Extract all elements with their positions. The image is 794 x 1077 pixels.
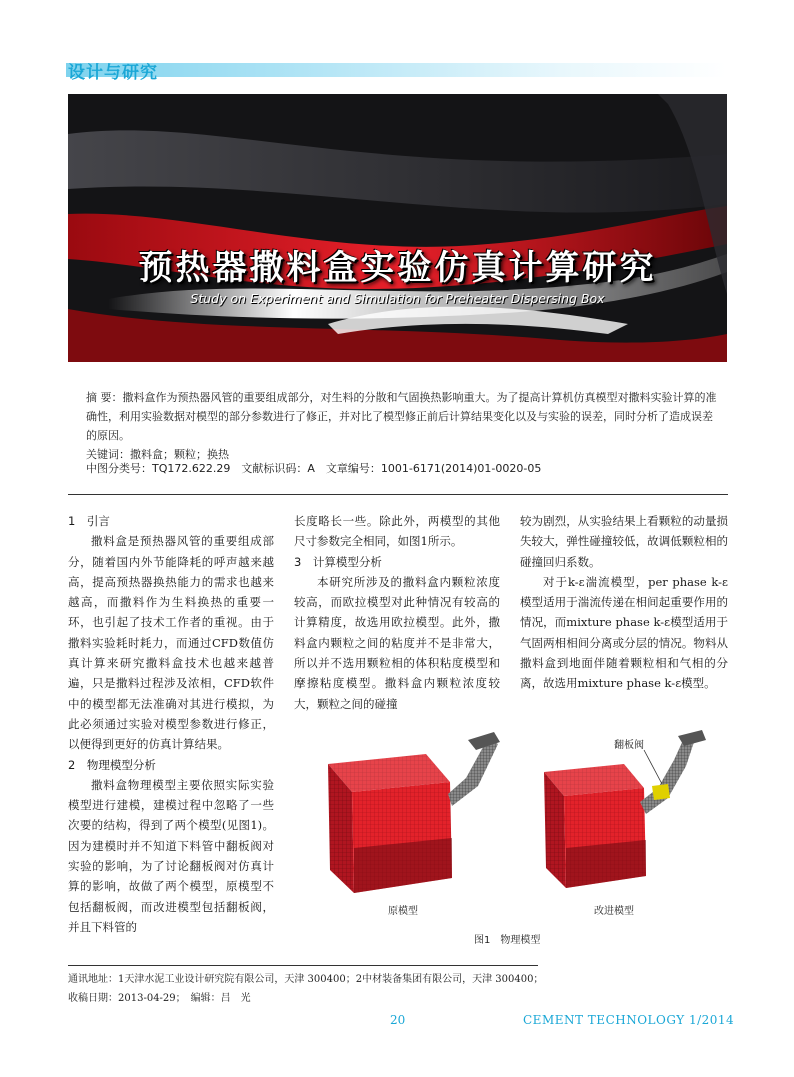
abstract-label: 摘 要： — [86, 391, 123, 404]
section-3-paragraph: 本研究所涉及的撒料盒内颗粒浓度较高，而欧拉模型对此种情况有较高的计算精度，故选用欧拉模型。此外，撒料盒内颗粒之间的粘度并不是非常大，所以并不选用颗粒相的体积粘度模型和摩擦粘度模型。撒料盒内颗粒浓度较大，颗粒之间的碰撞 — [294, 574, 500, 711]
figure-caption: 图1 物理模型 — [474, 935, 541, 946]
banner-artwork — [68, 94, 727, 362]
original-model-mesh — [328, 732, 500, 893]
body-column-3 — [520, 511, 728, 694]
title-banner — [68, 94, 727, 362]
keywords-text: 撒料盒；颗粒；换热 — [130, 448, 229, 461]
flap-valve-callout: 翻板阀 — [614, 740, 644, 751]
footnote-divider — [68, 965, 538, 966]
body-column-1 — [68, 511, 274, 937]
footnote-received: 收稿日期：2013-04-29； 编辑：吕 光 — [68, 993, 251, 1004]
section-3-heading: 3 计算模型分析 — [294, 554, 382, 569]
section-label: 设计与研究 — [68, 63, 158, 83]
original-model-label: 原模型 — [388, 906, 418, 917]
article-subtitle: Study on Experiment and Simulation for Preheater Dispersing Box — [190, 291, 605, 306]
journal-footer: CEMENT TECHNOLOGY 1/2014 — [523, 1013, 735, 1027]
section-1-paragraph: 撒料盒是预热器风管的重要组成部分，随着国内外节能降耗的呼声越来越高，提高预热器换热能力的需求也越来越高，而撒料作为生料换热的重要一环，也引起了技术工作者的重视。由于撒料实验耗时耗力，而通过CFD数值仿真计算来研究撒料盒技术也越来越普遍，只是撒料过程涉及浓相，CFD软件中的模型都无法准确对其进行模拟，为此必须通过实验对模型参数进行修正，以便得到更好的仿真计算结果。 — [68, 534, 274, 752]
section-2-heading: 2 物理模型分析 — [68, 757, 156, 772]
figure-1 — [318, 728, 718, 954]
page-number: 20 — [390, 1013, 406, 1027]
section-3-paragraph-cont: 较为剧烈，从实验结果上看颗粒的动量损失较大，弹性碰撞较低，故调低颗粒相的碰撞回归系数。 — [520, 514, 728, 569]
classification-line: 中图分类号：TQ172.622.29 文献标识码：A 文章编号：1001-6171(2014)01-0020-05 — [86, 462, 542, 475]
abstract-block — [86, 388, 718, 464]
improved-model-mesh — [544, 730, 706, 888]
footnote — [68, 970, 728, 1008]
divider-top — [68, 494, 728, 495]
keywords-label: 关键词： — [86, 448, 130, 461]
abstract-paragraph — [86, 388, 718, 445]
footnote-address: 通讯地址：1天津水泥工业设计研究院有限公司，天津 300400；2中材装备集团有限公司，天津 300400； — [68, 974, 544, 985]
improved-model-label: 改进模型 — [594, 906, 634, 917]
section-2-paragraph: 撒料盒物理模型主要依照实际实验模型进行建模，建模过程中忽略了一些次要的结构，得到了两个模型(见图1)。因为建模时并不知道下料管中翻板阀对实验的影响，为了讨论翻板阀对仿真计算的影响，故做了两个模型，原模型不包括翻板阀，而改进模型包括翻板阀，并且下料管的 — [68, 777, 274, 934]
section-header-bar — [66, 63, 726, 77]
section-1-heading: 1 引言 — [68, 514, 110, 528]
body-column-2 — [294, 511, 500, 714]
abstract-text: 撒料盒作为预热器风管的重要组成部分，对生料的分散和气固换热影响重大。为了提高计算机仿真模型对撒料实验计算的准确性，利用实验数据对模型的部分参数进行了修正，并对比了模型修正前后计算结果变化以及与实验的误差，同时分析了造成误差的原因。 — [86, 391, 717, 442]
article-title: 预热器撒料盒实验仿真计算研究 — [138, 248, 657, 288]
section-2-paragraph-cont: 长度略长一些。除此外，两模型的其他尺寸参数完全相同，如图1所示。 — [294, 514, 500, 549]
figure-1-meshes — [318, 728, 718, 954]
section-3-paragraph-2: 对于k-ε湍流模型，per phase k-ε模型适用于湍流传递在相间起重要作用的情况，而mixture phase k-ε模型适用于气固两相相间分离或分层的情况。物料从撒料盒到地面伴随着颗粒相和气相的分离，故选用mixture phase k-ε模型。 — [520, 574, 728, 691]
